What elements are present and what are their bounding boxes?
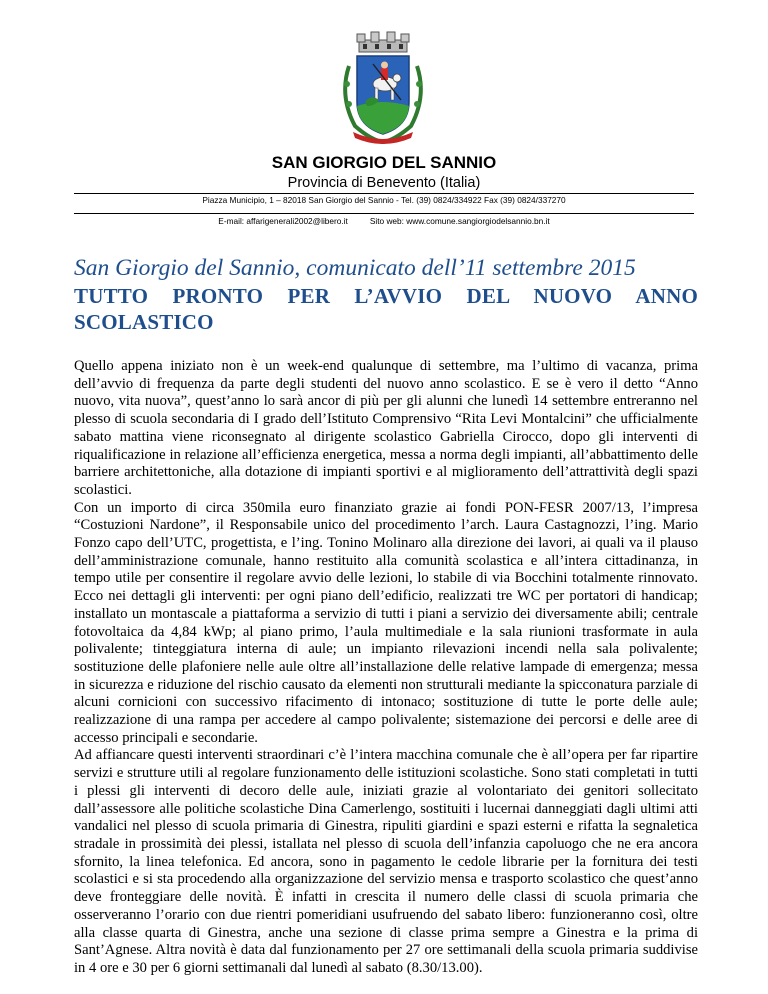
header-divider-bottom [74,213,694,214]
article-body [74,358,698,978]
municipality-name: SAN GIORGIO DEL SANNIO [271,153,497,172]
header-divider-top [74,193,694,194]
website-text: Sito web: www.comune.sangiorgiodelsannio.bn.it [369,216,550,226]
press-release-dateline: San Giorgio del Sannio, comunicato dell’11 settembre 2015 [74,255,636,281]
contact-line [0,216,768,226]
press-release-title: TUTTO PRONTO PER L’AVVIO DEL NUOVO ANNO SCOLASTICO [74,284,698,334]
crown-icon [357,32,409,52]
email-text: E-mail: affarigenerali2002@libero.it [218,216,348,226]
paragraph: Quello appena iniziato non è un week-end qualunque di settembre, ma l’ultimo di vacanza, prima dell’avvio di frequenza da parte degli studenti del nuovo anno scolastico. E se è vero il detto “Anno nuovo, vita nuova”, quest’anno lo sarà ancor di più per gli alunni che lunedì 14 settembre entreranno nel plesso di scuola secondaria di I grado dell’Istituto Comprensivo “Rita Levi Montalcini” che ufficialmente sabato mattina viene riconsegnato al dirigente scolastico Gabriella Cirocco, dopo gli interventi di riqualificazione in relazione all’efficienza energetica, messa a norma degli impianti, all’abbattimento delle barriere architettoniche, alla dotazione di impianti sportivi e al miglioramento dell’attrattività degli spazi scolastici. [74,358,698,498]
paragraph: Con un importo di circa 350mila euro finanziato grazie ai fondi PON-FESR 2007/13, l’impresa “Costuzioni Nardone”, il Responsabile unico del procedimento l’arch. Laura Castagnozzi, l’ing. Mario Fonzo capo dell’UTC, progettista, e l’ing. Tonino Molinaro alla direzione dei lavori, ai quali va il plauso dell’amministrazione comunale, hanno restituito alla comunità scolastica e all’intera cittadinanza, in tempo utile per consentire il regolare avvio delle lezioni, lo stabile di via Bocchini totalmente rinnovato. Ecco nei dettagli gli interventi: per ogni piano dell’edificio, realizzati tre WC per portatori di handicap; installato un montascale a piattaforma a servizio di tutti i piani a servizio dei diversamente abili; centrale fotovoltaica da 4,84 kWp; al piano primo, l’aula multimediale e la sala riunioni trasformate in aula polivalente; tinteggiatura interna di aule; un impianto rilevazioni incendi nella sala polivalente; sostituzione delle plafoniere nelle aule oltre all’installazione delle relative lampade di emergenza; messa in sicurezza e riduzione del rischio causato da elementi non strutturali mediante la spicconatura parziale di alcuni cornicioni con successivo rifacimento di intonaco; sostituzione di tutte le porte delle aule; realizzazione di una rampa per accedere al campo polivalente; sistemazione dei percorsi e delle aree di accesso principali e secondarie. [74,499,698,746]
address-line: Piazza Municipio, 1 – 82018 San Giorgio del Sannio - Tel. (39) 0824/334922 Fax (39) 0824/337270 [202,195,566,205]
coat-of-arms-icon [335,26,431,148]
province-name: Provincia di Benevento (Italia) [287,175,481,191]
paragraph: Ad affiancare questi interventi straordinari c’è l’intera macchina comunale che è all’opera per far ripartire servizi e strutture utili al regolare funzionamento delle istituzioni scolastiche. Sono stati completati in tutti i plessi gli interventi di decoro delle aule, iniziati grazie al volontariato dei genitori sollecitato dall’assessore alle politiche scolastiche Dina Camerlengo, sostituiti i lucernai danneggiati dagli ultimi atti vandalici nel plesso di scuola primaria di Ginestra, ripuliti giardini e spazi esterni e rifatta la segnaletica stradale in prossimità dei plessi, istallata nel plesso di scuola dell’infanzia capoluogo che ne era ancora sfornito, la linea telefonica. Ed ancora, sono in pagamento le cedole librarie per la fornitura dei testi scolastici e si sta procedendo alla organizzazione del servizio mensa e trasporto scolastico che quest’anno deve fronteggiare delle novità. È infatti in crescita il numero delle classi di scuola primaria che osserveranno l’orario con due rientri pomeridiani usufruendo del sabato libero: funzioneranno così, oltre alla classe quarta di Ginestra, anche una sezione di classe prima sempre a Ginestra e la prima di Sant’Agnese. Altra novità è data dal funzionamento per 27 ore settimanali della scuola primaria suddivise in 4 ore e 30 per 6 giorni settimanali dal lunedì al sabato (8.30/13.00). [74,747,698,976]
